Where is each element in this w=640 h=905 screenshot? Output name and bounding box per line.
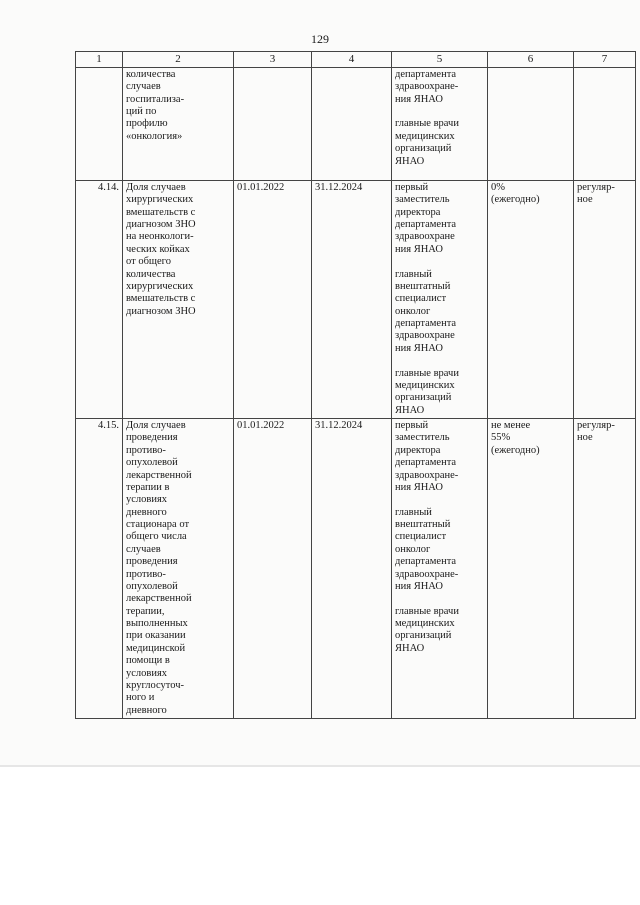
target-value: 0% (ежегодно) [488,180,574,418]
start-date: 01.01.2022 [234,180,312,418]
page-number: 129 [311,32,329,46]
plan-table [75,51,636,719]
indicator-name: Доля случаев хирургических вмешательств с диагнозом ЗНО на неонкологи- ческих койках от общего количества хирургических вмешательств с диагнозом ЗНО [123,180,234,418]
responsible: первый заместитель директора департамента здравоохране- ния ЯНАО главный внештатный специалист онколог департамента здравоохране- ния ЯНАО главные врачи медицинских организаций ЯНАО [392,419,488,719]
end-date: 31.12.2024 [312,419,392,719]
col-header-3: 3 [234,52,312,68]
end-date [312,67,392,180]
indicator-name: Доля случаев проведения противо- опухолевой лекарственной терапии в условиях дневного стационара от общего числа случаев проведения противо- опухолевой лекарственной терапии, выполненных при оказании медицинской помощи в условиях круглосуточ- ного и дневного [123,419,234,719]
periodicity: регуляр- ное [574,419,636,719]
target-value [488,67,574,180]
column-number-row [76,52,636,68]
end-date: 31.12.2024 [312,180,392,418]
col-header-1: 1 [76,52,123,68]
row-number: 4.15. [76,419,123,719]
col-header-5: 5 [392,52,488,68]
table-row [76,180,636,418]
table-row [76,67,636,180]
indicator-name: количества случаев госпитализа- ций по профилю «онкология» [123,67,234,180]
target-value: не менее 55% (ежегодно) [488,419,574,719]
start-date [234,67,312,180]
table-row [76,419,636,719]
periodicity: регуляр- ное [574,180,636,418]
responsible: департамента здравоохране- ния ЯНАО главные врачи медицинских организаций ЯНАО [392,67,488,180]
row-number: 4.14. [76,180,123,418]
periodicity [574,67,636,180]
col-header-6: 6 [488,52,574,68]
start-date: 01.01.2022 [234,419,312,719]
col-header-2: 2 [123,52,234,68]
responsible: первый заместитель директора департамента здравоохране ния ЯНАО главный внештатный специалист онколог департамента здравоохране ния ЯНАО главные врачи медицинских организаций ЯНАО [392,180,488,418]
col-header-7: 7 [574,52,636,68]
row-number [76,67,123,180]
col-header-4: 4 [312,52,392,68]
